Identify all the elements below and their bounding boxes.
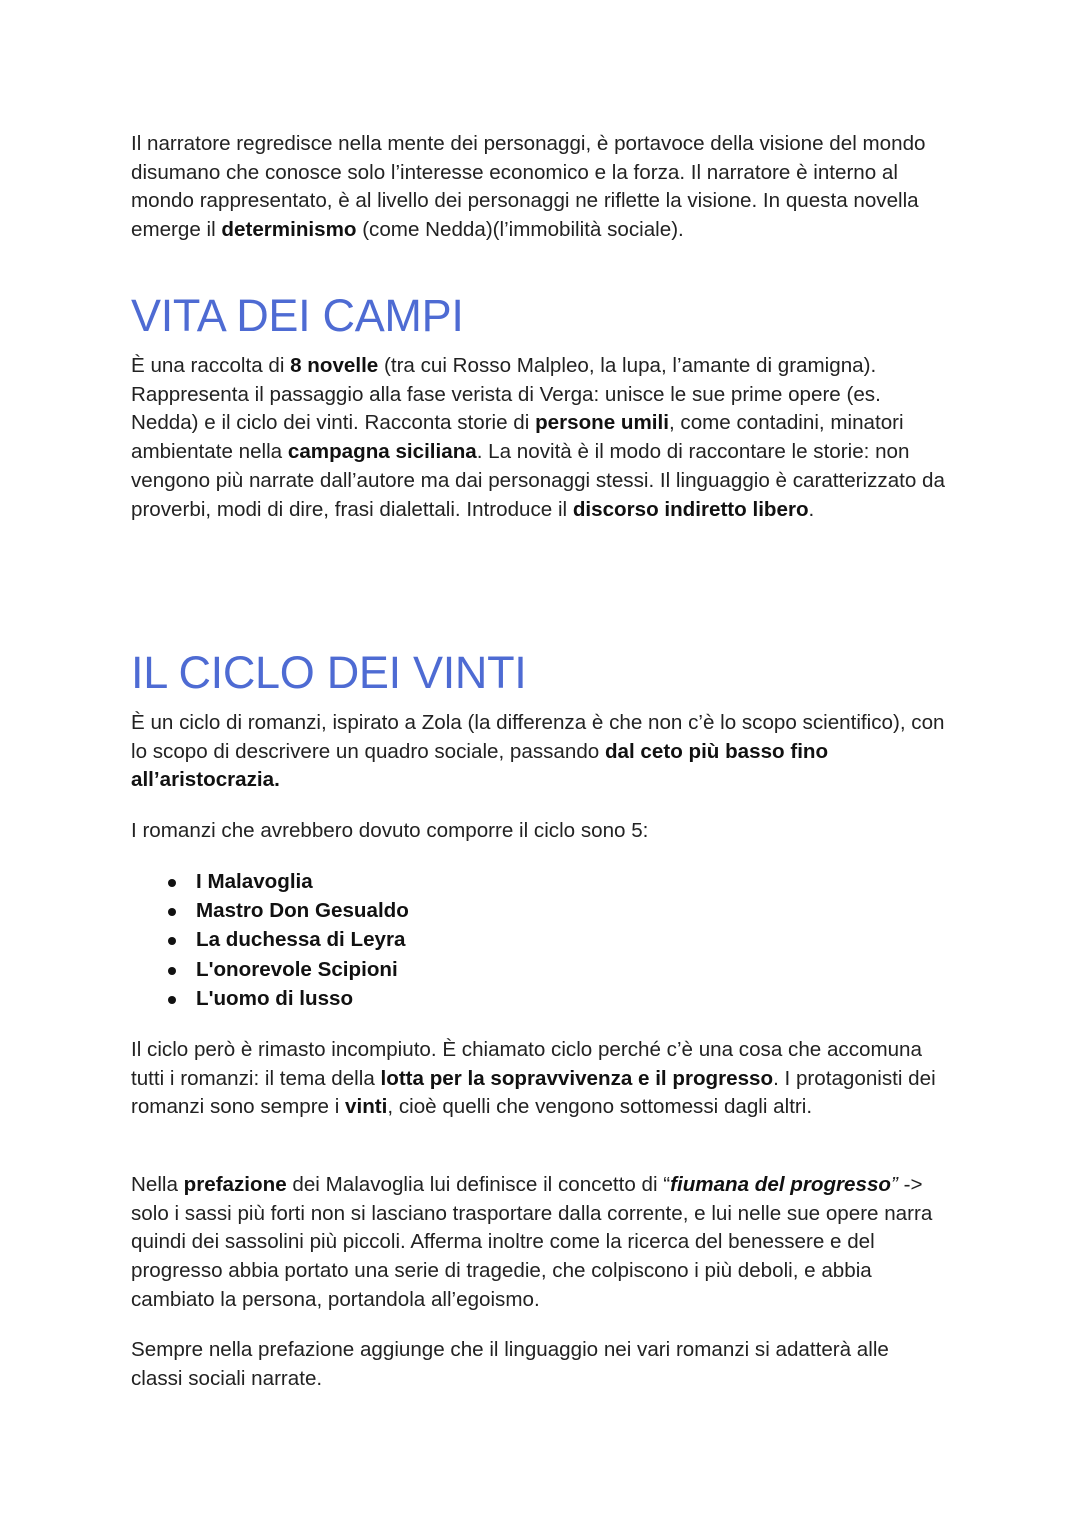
vita-dei-campi-paragraph: È una raccolta di 8 novelle (tra cui Rosso Malpleo, la lupa, l’amante di gramigna). Rappresenta il passaggio alla fase verista di Verga: unisce le sue prime opere (es. Nedda) e il ciclo dei vinti. Racconta storie di persone umili, come contadini, minatori ambientate nella campagna siciliana. La novità è il modo di raccontare le storie: non vengono più narrate dall’autore ma dai personaggi stessi. Il linguaggio è caratterizzato da proverbi, modi di dire, frasi dialettali. Introduce il discorso indiretto libero.	[131, 354, 945, 521]
novels-list	[131, 867, 944, 1013]
bullet-icon	[168, 967, 176, 975]
list-item: Mastro Don Gesualdo	[164, 896, 944, 925]
list-item: L'onorevole Scipioni	[164, 955, 944, 984]
bullet-icon	[168, 937, 176, 945]
list-item: La duchessa di Leyra	[164, 925, 944, 954]
list-item: L'uomo di lusso	[164, 984, 944, 1013]
bullet-icon	[168, 879, 176, 887]
bullet-icon	[168, 996, 176, 1004]
list-item: I Malavoglia	[164, 867, 944, 896]
ciclo-paragraph-2: I romanzi che avrebbero dovuto comporre il ciclo sono 5:	[131, 819, 649, 842]
ciclo-paragraph-3: Il ciclo però è rimasto incompiuto. È chiamato ciclo perché c’è una cosa che accomuna tutti i romanzi: il tema della lotta per la sopravvivenza e il progresso. I protagonisti dei romanzi sono sempre i vinti, cioè quelli che vengono sottomessi dagli altri.	[131, 1038, 936, 1119]
ciclo-paragraph-1: È un ciclo di romanzi, ispirato a Zola (la differenza è che non c’è lo scopo scientifico), con lo scopo di descrivere un quadro sociale, passando dal ceto più basso fino all’aristocrazia.	[131, 711, 945, 792]
ciclo-paragraph-4: Nella prefazione dei Malavoglia lui definisce il concetto di “fiumana del progresso” -> solo i sassi più forti non si lasciano trasportare dalla corrente, e lui nelle sue opere narra quindi dei sassolini più piccoli. Afferma inoltre come la ricerca del benessere e del progresso abbia portato una serie di tragedie, che colpiscono i più deboli, e abbia cambiato la persona, portandola all’egoismo.	[131, 1173, 933, 1311]
section-title-ciclo-dei-vinti: IL CICLO DEI VINTI	[131, 647, 527, 698]
bullet-icon	[168, 908, 176, 916]
bold-term: determinismo	[221, 218, 357, 242]
ciclo-paragraph-5: Sempre nella prefazione aggiunge che il linguaggio nei vari romanzi si adatterà alle classi sociali narrate.	[131, 1338, 889, 1390]
section-title-vita-dei-campi: VITA DEI CAMPI	[131, 290, 464, 341]
intro-paragraph: Il narratore regredisce nella mente dei personaggi, è portavoce della visione del mondo disumano che conosce solo l’interesse economico e la forza. Il narratore è interno al mondo rappresentato, è al livello dei personaggi ne riflette la visione. In questa novella emerge il determinismo (come Nedda)(l’immobilità sociale).	[131, 132, 926, 242]
